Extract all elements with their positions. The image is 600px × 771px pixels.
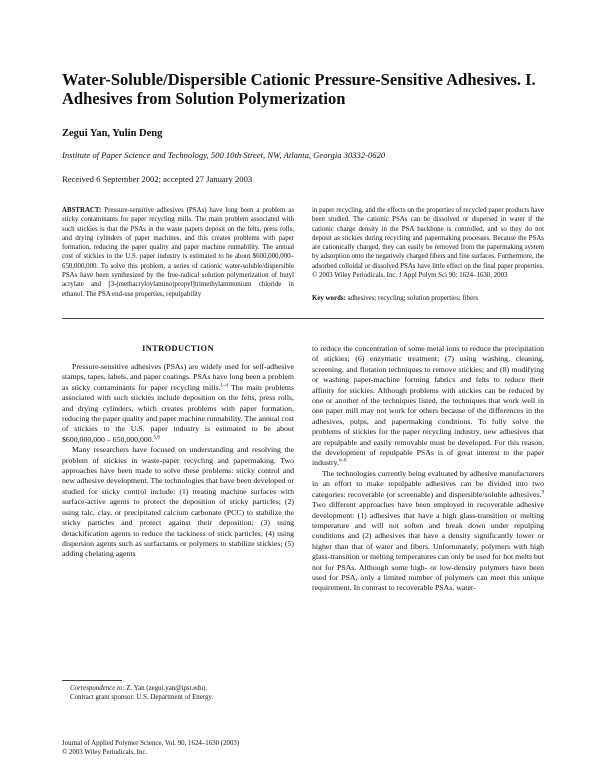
intro-paragraph-3: [312, 344, 544, 469]
abstract-text-right: in paper recycling, and the effects on the properties of recycled paper products have been studied. The cationic PSAs can be dissolved or dispersed in water if the cationic charge density in the PSA backbone is controlled, and so they do not deposit as stickies during recycling and papermaking processes. Because the PSAs are cationically charged, they can easily be removed from the papermaking system by adsorption onto the negatively charged fibers and fine surfaces. Furthermore, the adsorbed colloidal or dissolved PSAs have little effect on the final paper properties. © 2003 Wiley Periodicals, Inc. J Appl Polym Sci 90: 1624–1630, 2003: [312, 207, 544, 280]
intro-p1-text-a: Pressure-sensitive adhesives (PSAs) are widely used for self-adhesive stamps, tapes, labels, and paper coatings. PSAs have long been a problem as sticky contaminants for paper recycling mills.: [62, 362, 294, 392]
correspondence-label: Correspondence to:: [70, 685, 125, 692]
journal-citation: Journal of Applied Polymer Science, Vol. 90, 1624–1630 (2003): [62, 740, 240, 747]
section-heading-introduction: INTRODUCTION: [142, 344, 214, 353]
intro-paragraph-1: [62, 362, 294, 445]
journal-copyright: © 2003 Wiley Periodicals, Inc.: [62, 748, 148, 756]
received-dates: Received 6 September 2002; accepted 27 January 2003: [62, 174, 253, 184]
footnotes: [62, 684, 294, 702]
section-divider: [62, 318, 544, 319]
intro-p1-text-b: The main problems associated with such stickies include deposition on the felts, press rolls, and drying cylinders, which creates problems with paper formation, reducing the paper quality and paper machine runnability. The annual cost of stickies to the U.S. paper industry is estimated to be about $600,000,000 – 650,000,000.: [62, 382, 294, 444]
body-left-column: [62, 362, 294, 560]
keywords: [312, 294, 544, 303]
article-title: Water-Soluble/Dispersible Cationic Pressure-Sensitive Adhesives. I. Adhesives from Solution Polymerization: [62, 70, 536, 108]
citation-superscript: 6–8: [339, 458, 347, 464]
abstract-text-left: Pressure-sensitive adhesives (PSAs) have long been a problem as sticky contaminants for paper recycling mills. The main problem associated with such stickies is that the PSAs in the waste papers deposit on the felts, press rolls, and drying cylinders of paper machines, and this creates problems with paper formation, reducing the paper quality and paper machine runnability. The annual cost of stickies to the U.S. paper industry is estimated to be about $600,000,000– 650,000,000. To solve this problem, a series of cationic water-soluble/dispersible PSAs have been synthesized by the free-radical solution polymerization of butyl acrylate and [3-(methacryloylamino)propyl]trimethylammonium chloride in ethanol. The PSA end-use properties, repulpability: [62, 207, 294, 298]
citation-superscript: 5,6: [153, 435, 160, 441]
intro-r2-text-b: Two different approaches have been employed in recoverable adhesive development: (1) adhesives that have a high glass-transition or melting temperature and will not soften and break down under repulping conditions and (2) adhesives that have a density significantly lower or higher than that of water and fibers. Unfortunately, polymers with high glass-transition or melting temperatures can only be used for hot melts but not for PSAs. Although some high- or low-density polymers have been used for PSA, only a limited number of polymers can meet this unique requirement. In contrast to recoverable PSAs, water-: [312, 500, 544, 593]
abstract-left-column: [62, 206, 294, 299]
keywords-label: Key words:: [312, 295, 346, 302]
correspondence-note: [62, 684, 294, 693]
abstract-right-column: [312, 206, 544, 280]
intro-r1-text: to reduce the concentration of some metal ions to reduce the precipitation of stickies; (6) enzymatic treatment; (7) using washing, cleaning, screening, and flotation techniques to remove stickies; and (8) modifying or washing paper-machine forming fabrics and felts to reduce their affinity for stickies. Although problems with stickies can be reduced by one or another of the techniques listed, the techniques that work well in one paper mill may not work for others because of the differences in the adhesives, pulps, and papermaking conditions. To fully solve the problems of stickies for the paper recycling industry, new adhesives that are repulpable and easily removable must be developed. For this reason, the development of repulpable PSAs is of great interest to the paper industry.: [312, 344, 544, 468]
keywords-text: adhesives; recycling; solution properties; fibers: [347, 295, 479, 302]
grant-note: Contract grant sponsor: U.S. Department of Energy.: [70, 694, 214, 702]
intro-r2-text-a: The technologies currently being evaluated by adhesive manufacturers in an effort to make repulpable adhesives can be divided into two categories: recoverable (or screenable) and dispersible/soluble adhesives.: [312, 468, 544, 499]
abstract-label: ABSTRACT:: [62, 207, 102, 214]
footnote-divider: [62, 680, 122, 681]
citation-superscript: 1–4: [220, 383, 228, 389]
affiliation: Institute of Paper Science and Technology, 500 10th Street, NW, Atlanta, Georgia 30332-0620: [62, 150, 386, 160]
citation-superscript: 9: [541, 490, 544, 496]
author-list: Zegui Yan, Yulin Deng: [62, 128, 163, 139]
intro-paragraph-4: [312, 469, 544, 594]
intro-paragraph-2: Many researchers have focused on understanding and resolving the problem of stickies in waste-paper recycling and papermaking. Two approaches have been made to solve these problems: sticky control and new adhesive development. The technologies that have been developed or studied for sticky control include: (1) treating machine surfaces with surface-active agents to protect the deposition of sticky particles; (2) using talc, clay, or precipitated calcium carbonate (PCC) to stabilize the sticky particles and protect against their deposition; (3) using detackification agents to reduce the tackiness of stick particles; (4) using dispersion agents such as surfactants or polymers to stabilize stickies; (5) adding chelating agents: [62, 445, 294, 559]
correspondence-text: Z. Yan (zegui.yan@ipst.edu).: [124, 685, 208, 692]
body-right-column: [312, 344, 544, 594]
journal-info: [62, 740, 302, 758]
